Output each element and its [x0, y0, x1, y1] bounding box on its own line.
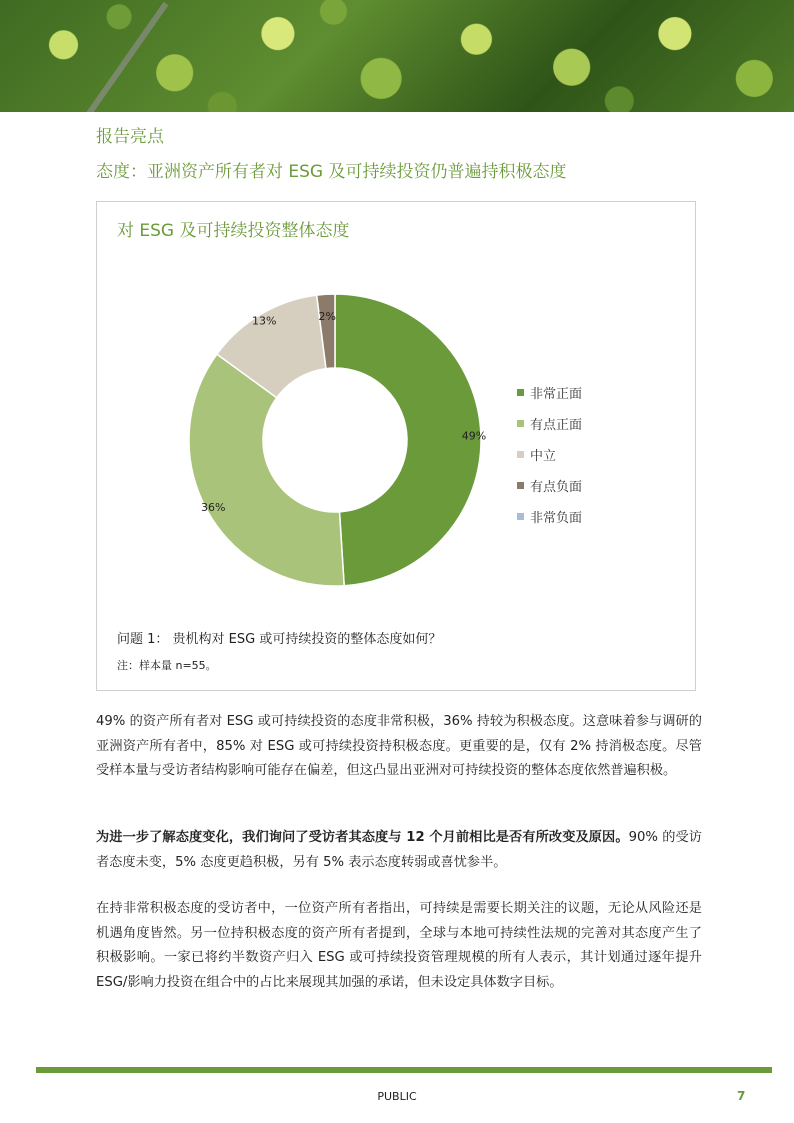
- legend-label-4: 非常负面: [530, 511, 583, 526]
- legend-item-4: [517, 501, 687, 532]
- donut-slice-0: [335, 294, 481, 586]
- legend-swatch-1: [517, 420, 524, 427]
- legend-item-1: [517, 408, 687, 439]
- legend-item-2: [517, 439, 687, 470]
- chart-legend: [517, 377, 687, 532]
- headline: 态度：亚洲资产所有者对 ESG 及可持续投资仍普遍持积极态度: [96, 162, 567, 182]
- legend-label-1: 有点正面: [530, 418, 583, 433]
- sample-note: 注：样本量 n=55。: [117, 659, 217, 672]
- legend-label-0: 非常正面: [530, 387, 583, 402]
- paragraph-2-rest: 90% 的受访者态度未变，5% 态度更趋积极，另有 5% 表示态度转弱或喜忧参半。: [96, 830, 702, 870]
- donut-label-2: 13%: [252, 314, 277, 328]
- legend-swatch-3: [517, 482, 524, 489]
- legend-label-2: 中立: [530, 449, 557, 464]
- paragraph-1: 49% 的资产所有者对 ESG 或可持续投资的态度非常积极，36% 持较为积极态度。这意味着参与调研的亚洲资产所有者中，85% 对 ESG 或可持续投资持积极态度。更重要的是，仅有 2% 持消极态度。尽管受样本量与受访者结构影响可能存在偏差，但这凸显出亚洲对可持续投资的整体态度依然普遍积极。: [96, 714, 702, 778]
- survey-question: 问题 1： 贵机构对 ESG 或可持续投资的整体态度如何？: [117, 632, 442, 647]
- donut-label-3: 2%: [318, 310, 336, 324]
- legend-label-3: 有点负面: [530, 480, 583, 495]
- footer-divider: [36, 1067, 772, 1073]
- paragraph-2-bold: 为进一步了解态度变化，我们询问了受访者其态度与 12 个月前相比是否有所改变及原因。: [96, 830, 629, 845]
- paragraph-3: 在持非常积极态度的受访者中，一位资产所有者指出，可持续是需要长期关注的议题，无论从风险还是机遇角度皆然。另一位持积极态度的资产所有者提到，全球与本地可持续性法规的完善对其态度产生了积极影响。一家已将约半数资产归入 ESG 或可持续投资管理规模的所有人表示，其计划通过逐年提升 ESG/影响力投资在组合中的占比来展现其加强的承诺，但未设定具体数字目标。: [96, 901, 702, 990]
- footer-classification: PUBLIC: [377, 1090, 417, 1103]
- legend-swatch-0: [517, 389, 524, 396]
- section-title: 报告亮点: [96, 127, 164, 147]
- paragraph-2: [96, 826, 702, 875]
- page-number: 7: [737, 1089, 746, 1103]
- forest-banner-image: [0, 0, 794, 112]
- donut-label-1: 36%: [200, 500, 226, 514]
- legend-item-0: [517, 377, 687, 408]
- legend-swatch-4: [517, 513, 524, 520]
- chart-frame: [96, 201, 696, 691]
- legend-item-3: [517, 470, 687, 501]
- legend-swatch-2: [517, 451, 524, 458]
- chart-title: 对 ESG 及可持续投资整体态度: [117, 221, 350, 241]
- donut-label-0: 49%: [461, 429, 487, 443]
- banner-road: [78, 2, 169, 112]
